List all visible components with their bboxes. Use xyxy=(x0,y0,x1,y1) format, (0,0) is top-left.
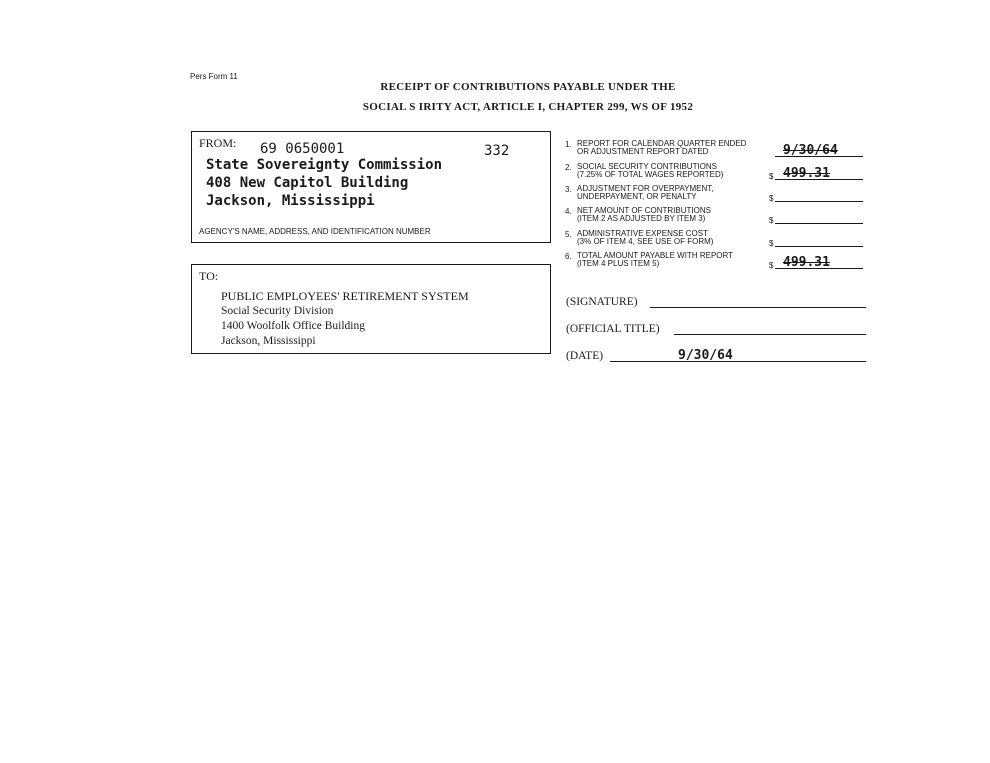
item-value: 9/30/64 xyxy=(783,143,838,158)
form-id: Pers Form 11 xyxy=(190,72,238,81)
date-value: 9/30/64 xyxy=(678,348,733,363)
item-dollar: $ xyxy=(769,261,774,270)
form-title-line1: RECEIPT OF CONTRIBUTIONS PAYABLE UNDER THE xyxy=(380,81,676,93)
item-value: 499.31 xyxy=(783,166,830,181)
item-text-line1: SOCIAL SECURITY CONTRIBUTIONS xyxy=(577,162,718,171)
item-number: 2. xyxy=(565,163,572,172)
official-title-label: (OFFICIAL TITLE) xyxy=(566,323,660,335)
from-address xyxy=(206,156,442,210)
to-address xyxy=(221,289,469,349)
to-line-city: Jackson, Mississippi xyxy=(221,335,316,347)
to-line-name: PUBLIC EMPLOYEES' RETIREMENT SYSTEM xyxy=(221,289,469,303)
form-title-line2: SOCIAL S IRITY ACT, ARTICLE I, CHAPTER 299, WS OF 1952 xyxy=(362,101,694,113)
signature-label: (SIGNATURE) xyxy=(566,296,638,308)
item-dollar: $ xyxy=(769,239,774,248)
item-text-line1: REPORT FOR CALENDAR QUARTER ENDED xyxy=(577,139,747,148)
item-text-line2: (3% OF ITEM 4, SEE USE OF FORM) xyxy=(577,237,714,246)
item-text-line1: ADMINISTRATIVE EXPENSE COST xyxy=(577,229,708,238)
item-text-line1: TOTAL AMOUNT PAYABLE WITH REPORT xyxy=(577,251,734,260)
item-number: 6. xyxy=(565,252,572,261)
item-number: 4. xyxy=(565,207,572,216)
to-line-division: Social Security Division xyxy=(221,305,334,317)
item-text xyxy=(577,230,767,246)
from-caption: AGENCY'S NAME, ADDRESS, AND IDENTIFICATION NUMBER xyxy=(199,227,431,236)
from-line-city: Jackson, Mississippi xyxy=(206,193,375,209)
item-text-line2: (ITEM 2 AS ADJUSTED BY ITEM 3) xyxy=(577,214,706,223)
item-number: 3. xyxy=(565,185,572,194)
from-line-street: 408 New Capitol Building xyxy=(206,175,409,191)
item-number: 5. xyxy=(565,230,572,239)
item-value: 499.31 xyxy=(783,255,830,270)
to-line-street: 1400 Woolfolk Office Building xyxy=(221,320,365,332)
date-line xyxy=(610,361,866,362)
item-number: 1. xyxy=(565,140,572,149)
item-line xyxy=(775,223,863,224)
to-box xyxy=(191,264,551,354)
official-title-line xyxy=(674,334,866,335)
item-row xyxy=(565,252,865,274)
item-row xyxy=(565,185,865,207)
item-row xyxy=(565,140,865,162)
item-line xyxy=(775,201,863,202)
item-text-line1: ADJUSTMENT FOR OVERPAYMENT, xyxy=(577,184,714,193)
from-box xyxy=(191,131,551,243)
item-text xyxy=(577,163,767,179)
item-dollar: $ xyxy=(769,194,774,203)
item-text xyxy=(577,207,767,223)
item-text-line2: OR ADJUSTMENT REPORT DATED xyxy=(577,147,709,156)
signature-line xyxy=(650,307,866,308)
item-row xyxy=(565,207,865,229)
item-dollar: $ xyxy=(769,216,774,225)
item-text-line2: UNDERPAYMENT, OR PENALTY xyxy=(577,192,697,201)
item-row xyxy=(565,163,865,185)
item-text xyxy=(577,140,767,156)
item-line xyxy=(775,246,863,247)
item-text xyxy=(577,252,767,268)
from-label: FROM: xyxy=(199,136,237,150)
from-id-number: 69 0650001 xyxy=(260,141,345,157)
item-dollar: $ xyxy=(769,172,774,181)
item-row xyxy=(565,230,865,252)
item-text-line1: NET AMOUNT OF CONTRIBUTIONS xyxy=(577,206,711,215)
date-label: (DATE) xyxy=(566,350,604,362)
item-text xyxy=(577,185,767,201)
to-label: TO: xyxy=(199,269,219,283)
item-text-line2: (7.25% OF TOTAL WAGES REPORTED) xyxy=(577,170,724,179)
item-text-line2: (ITEM 4 PLUS ITEM 5) xyxy=(577,259,660,268)
from-line-name: State Sovereignty Commission xyxy=(206,157,443,173)
from-code: 332 xyxy=(484,143,510,159)
